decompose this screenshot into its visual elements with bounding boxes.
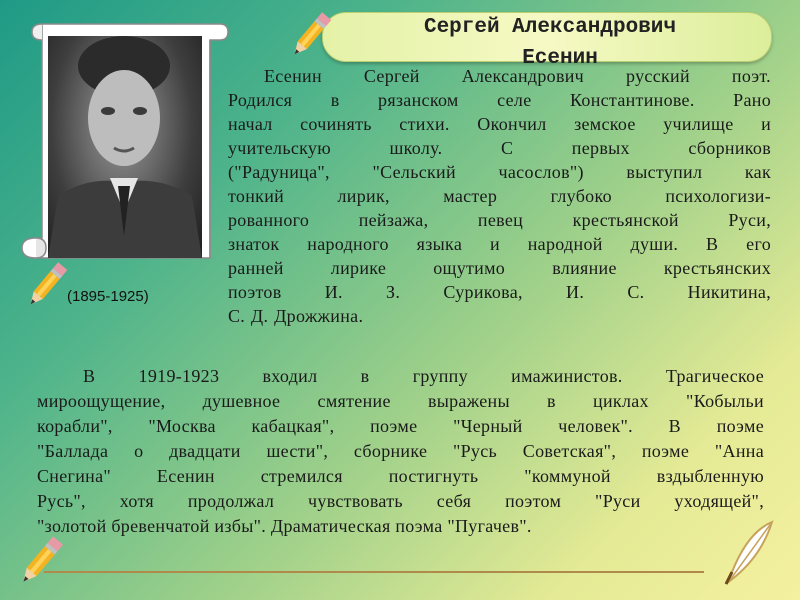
text-line: тонкий лирик, мастер глубоко психологизи-: [228, 186, 771, 206]
text-line: "Баллада о двадцати шести", сборнике "Русь Советская", поэме "Анна: [37, 441, 764, 461]
biography-paragraph-1: [228, 64, 771, 328]
text-line: Родился в рязанском селе Константинове. Рано: [228, 90, 771, 110]
text-line: корабли", "Москва кабацкая", поэме "Черный человек". В поэме: [37, 416, 764, 436]
text-line: Русь", хотя продолжал чувствовать себя поэтом "Руси уходящей",: [37, 491, 764, 511]
text-line: "золотой бревенчатой избы". Драматическая поэма "Пугачев".: [37, 516, 532, 536]
title-line-2: Есенин: [522, 47, 598, 70]
divider-line: [44, 571, 704, 573]
biography-paragraph-2: [37, 364, 764, 539]
text-line: мироощущение, душевное смятение выражены в циклах "Кобыльи: [37, 391, 764, 411]
text-line: Есенин Сергей Александрович русский поэт.: [264, 66, 771, 86]
quill-pen-icon: [718, 518, 778, 588]
text-line: знаток народного языка и народной души. В его: [228, 234, 771, 254]
pencil-icon: [14, 534, 66, 590]
pencil-icon: [286, 10, 334, 62]
pencil-icon: [22, 260, 70, 312]
text-line: С. Д. Дрожжина.: [228, 306, 364, 326]
text-line: Снегина" Есенин стремился постигнуть "коммуной вздыбленную: [37, 466, 764, 486]
text-line: поэтов И. З. Сурикова, И. С. Никитина,: [228, 282, 771, 302]
life-dates: (1895-1925): [67, 288, 149, 305]
text-line: ("Радуница", "Сельский часослов") выступил как: [228, 162, 771, 182]
portrait-figure: [48, 36, 202, 258]
text-line: учительскую школу. С первых сборников: [228, 138, 771, 158]
text-line: начал сочинять стихи. Окончил земское училище и: [228, 114, 771, 134]
portrait-photo: [48, 36, 202, 258]
text-line: ранней лирике ощутимо влияние крестьянских: [228, 258, 771, 278]
title-line-1: Сергей Александрович: [423, 16, 677, 39]
text-line: В 1919-1923 входил в группу имажинистов. Трагическое: [83, 366, 764, 386]
text-line: рованного пейзажа, певец крестьянской Руси,: [228, 210, 771, 230]
